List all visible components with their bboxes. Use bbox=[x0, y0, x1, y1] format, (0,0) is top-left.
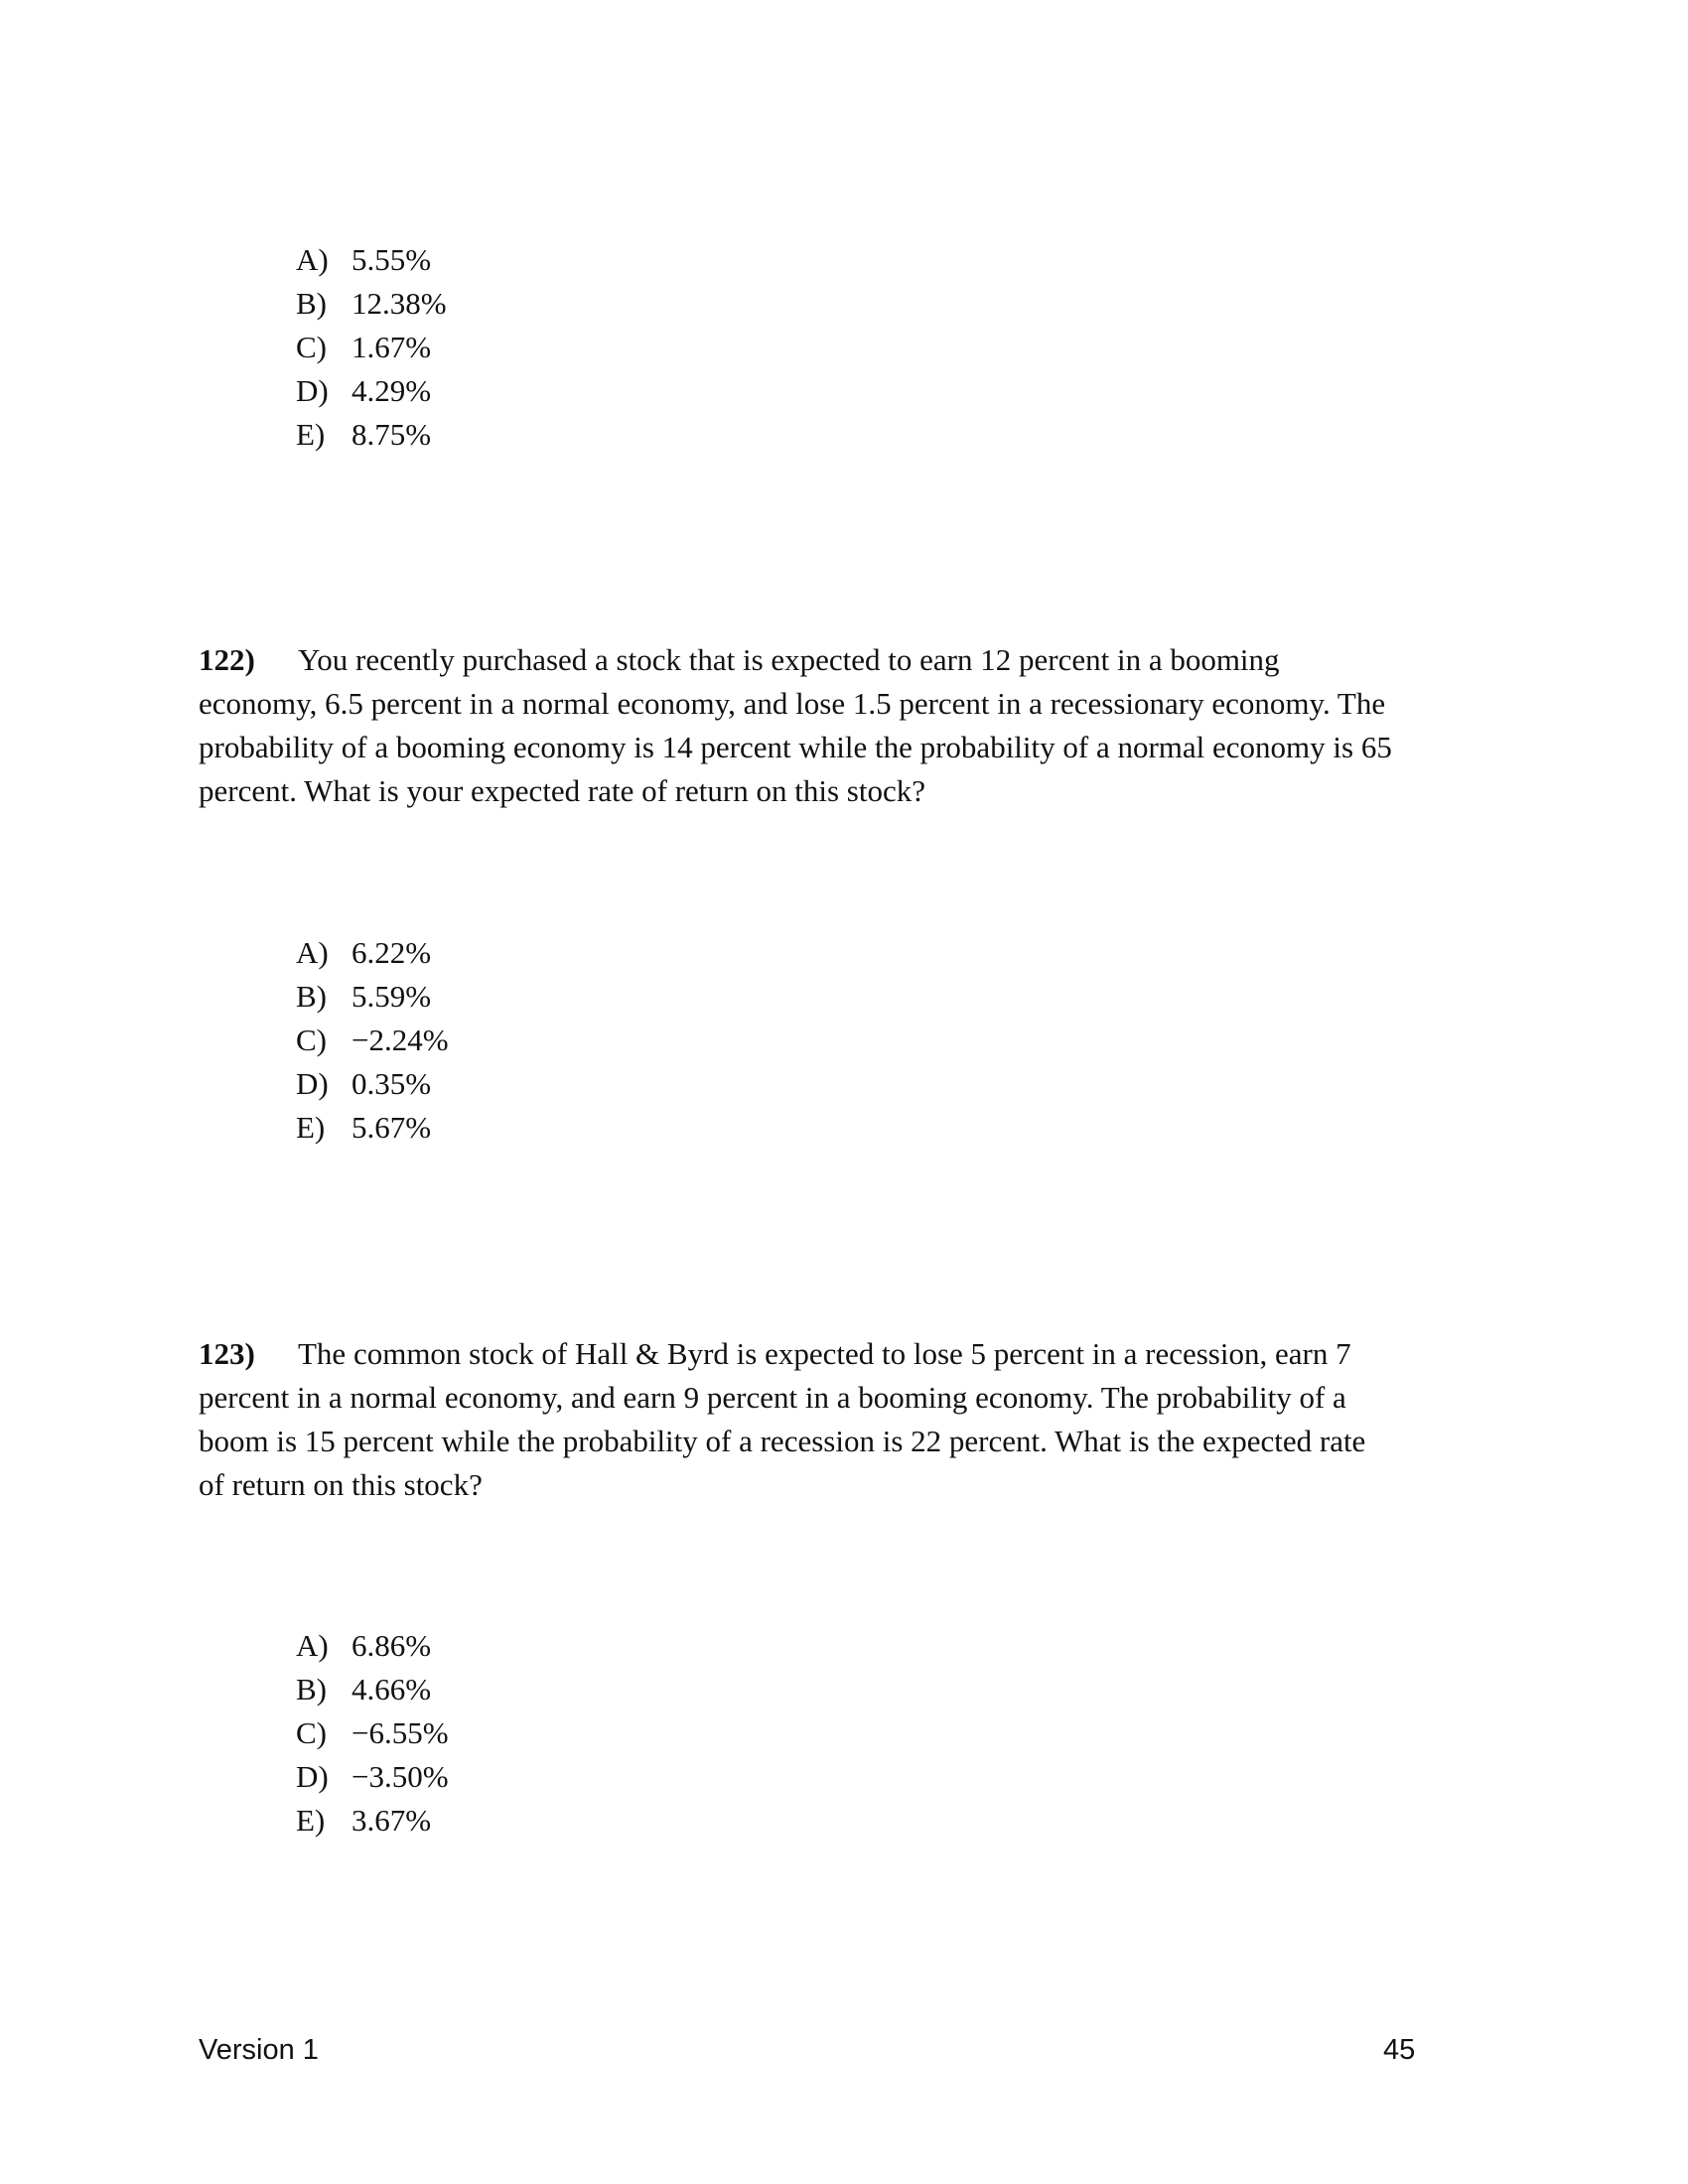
footer-version: Version 1 bbox=[199, 2034, 319, 2066]
choice-b: B) 12.38% bbox=[296, 286, 447, 321]
choice-b: B) 4.66% bbox=[296, 1672, 432, 1706]
prev-question-choices bbox=[296, 238, 447, 457]
question-122-line-4: percent. What is your expected rate of return on this stock? bbox=[199, 773, 925, 808]
choice-d: D) 0.35% bbox=[296, 1066, 432, 1101]
choice-a: A) 6.86% bbox=[296, 1628, 432, 1663]
question-number: 122) bbox=[199, 642, 255, 677]
choice-c: C) 1.67% bbox=[296, 330, 432, 364]
choice-e: E) 8.75% bbox=[296, 417, 432, 452]
question-123-line-4: of return on this stock? bbox=[199, 1467, 483, 1502]
question-122-line-1: 122) You recently purchased a stock that is expected to earn 12 percent in a booming bbox=[199, 638, 1509, 682]
choice-b: B) 5.59% bbox=[296, 979, 432, 1014]
question-122-line-2: economy, 6.5 percent in a normal economy, and lose 1.5 percent in a recessionary economy. The bbox=[199, 686, 1386, 721]
question-122 bbox=[199, 638, 1509, 813]
question-122-line-3: probability of a booming economy is 14 percent while the probability of a normal economy is 65 bbox=[199, 730, 1392, 764]
choice-a: A) 5.55% bbox=[296, 242, 432, 277]
choice-d: D) 4.29% bbox=[296, 373, 432, 408]
choice-c: C) −6.55% bbox=[296, 1715, 449, 1750]
choice-a: A) 6.22% bbox=[296, 935, 432, 970]
choice-d: D) −3.50% bbox=[296, 1759, 449, 1794]
question-123-line-2: percent in a normal economy, and earn 9 percent in a booming economy. The probability of a bbox=[199, 1380, 1346, 1415]
choice-e: E) 3.67% bbox=[296, 1803, 432, 1838]
question-123-choices bbox=[296, 1624, 449, 1843]
choice-e: E) 5.67% bbox=[296, 1110, 432, 1145]
page-number: 45 bbox=[1383, 2034, 1416, 2066]
question-123-line-1: 123) The common stock of Hall & Byrd is expected to lose 5 percent in a recession, earn 7 bbox=[199, 1332, 1509, 1376]
question-number: 123) bbox=[199, 1336, 255, 1371]
question-122-choices bbox=[296, 931, 449, 1150]
choice-c: C) −2.24% bbox=[296, 1023, 449, 1057]
question-123 bbox=[199, 1332, 1509, 1507]
question-123-line-3: boom is 15 percent while the probability of a recession is 22 percent. What is the expected rate bbox=[199, 1424, 1366, 1458]
